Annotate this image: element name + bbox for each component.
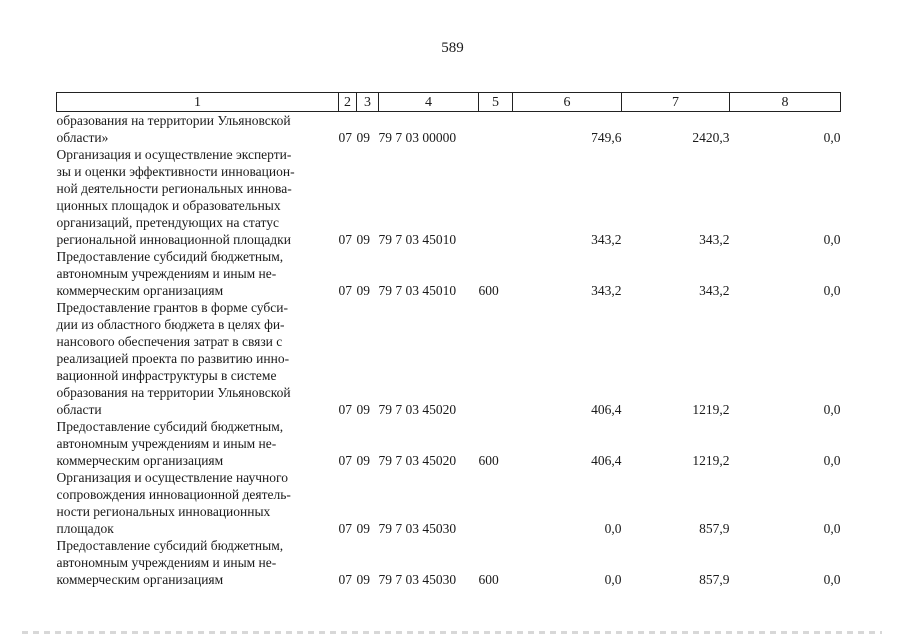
amount-col6: 343,2: [591, 232, 622, 247]
expense-type-code: 600: [478, 283, 499, 298]
description-line: ности региональных инновационных: [56, 504, 271, 519]
description-line: Предоставление субсидий бюджетным,: [56, 249, 284, 264]
column-header: 3: [357, 93, 379, 112]
description-line: автономным учреждениям и иным не-: [56, 436, 277, 451]
column-header: 2: [339, 93, 357, 112]
target-article-code: 79 7 03 45020: [378, 402, 457, 417]
amount-col7: 857,9: [699, 521, 730, 536]
description-line: реализацией проекта по развитию инно-: [56, 351, 290, 366]
amount-col6: 0,0: [604, 572, 622, 587]
section-code: 07: [338, 283, 352, 298]
description-line: коммерческим организациям: [56, 453, 224, 468]
description-line: сопровождения инновационной деятель-: [56, 487, 291, 502]
table-row: [57, 418, 841, 469]
row-description: [57, 112, 339, 147]
subsection-code: 09: [356, 402, 370, 417]
description-line: дии из областного бюджета в целях фи-: [56, 317, 285, 332]
column-header: 1: [57, 93, 339, 112]
amount-col6: 0,0: [604, 521, 622, 536]
amount-col7: 857,9: [699, 572, 730, 587]
description-line: площадок: [56, 521, 114, 536]
expense-type-code: 600: [478, 453, 499, 468]
description-line: коммерческим организациям: [56, 283, 224, 298]
row-description: [57, 469, 339, 537]
table-row: [57, 469, 841, 537]
amount-col6: 406,4: [591, 453, 622, 468]
amount-col7: 343,2: [699, 283, 730, 298]
amount-col8: 0,0: [823, 402, 841, 417]
description-line: ционных площадок и образовательных: [56, 198, 281, 213]
budget-table: [56, 92, 841, 588]
amount-col7: 1219,2: [692, 402, 730, 417]
section-code: 07: [338, 130, 352, 145]
description-line: организаций, претендующих на статус: [56, 215, 280, 230]
amount-col6: 406,4: [591, 402, 622, 417]
amount-col6: 343,2: [591, 283, 622, 298]
subsection-code: 09: [356, 572, 370, 587]
description-line: коммерческим организациям: [56, 572, 224, 587]
expense-type-code: 600: [478, 572, 499, 587]
section-code: 07: [338, 453, 352, 468]
description-line: Предоставление субсидий бюджетным,: [56, 419, 284, 434]
description-line: автономным учреждениям и иным не-: [56, 555, 277, 570]
section-code: 07: [338, 521, 352, 536]
subsection-code: 09: [356, 521, 370, 536]
table-body: [57, 112, 841, 589]
column-header: 8: [730, 93, 841, 112]
target-article-code: 79 7 03 45020: [378, 453, 457, 468]
table-row: [57, 146, 841, 248]
amount-col8: 0,0: [823, 453, 841, 468]
table-row: [57, 248, 841, 299]
table-row: [57, 112, 841, 147]
subsection-code: 09: [356, 453, 370, 468]
description-line: образования на территории Ульяновской: [56, 113, 291, 128]
column-header: 6: [513, 93, 622, 112]
description-line: региональной инновационной площадки: [56, 232, 291, 247]
table-row: [57, 537, 841, 588]
row-description: [57, 418, 339, 469]
section-code: 07: [338, 572, 352, 587]
amount-col8: 0,0: [823, 283, 841, 298]
description-line: Организация и осуществление научного: [56, 470, 288, 485]
description-line: нансового обеспечения затрат в связи с: [56, 334, 283, 349]
amount-col7: 2420,3: [692, 130, 730, 145]
description-line: ной деятельности региональных иннова-: [56, 181, 292, 196]
target-article-code: 79 7 03 45030: [378, 572, 457, 587]
expense-type-code: [479, 146, 513, 248]
amount-col8: 0,0: [823, 130, 841, 145]
amount-col8: 0,0: [823, 521, 841, 536]
target-article-code: 79 7 03 45030: [378, 521, 457, 536]
description-line: Организация и осуществление эксперти-: [56, 147, 292, 162]
column-header: 4: [379, 93, 479, 112]
description-line: вационной инфраструктуры в системе: [56, 368, 277, 383]
description-line: области»: [56, 130, 109, 145]
section-code: 07: [338, 402, 352, 417]
table-row: [57, 299, 841, 418]
target-article-code: 79 7 03 45010: [378, 283, 457, 298]
description-line: Предоставление грантов в форме субси-: [56, 300, 288, 315]
expense-type-code: [479, 299, 513, 418]
amount-col7: 1219,2: [692, 453, 730, 468]
subsection-code: 09: [356, 283, 370, 298]
amount-col7: 343,2: [699, 232, 730, 247]
description-line: области: [56, 402, 102, 417]
amount-col8: 0,0: [823, 232, 841, 247]
scan-artifact: [22, 631, 882, 634]
description-line: Предоставление субсидий бюджетным,: [56, 538, 284, 553]
description-line: зы и оценки эффективности инновацион-: [56, 164, 295, 179]
target-article-code: 79 7 03 00000: [378, 130, 457, 145]
page-number: 589: [441, 40, 464, 56]
row-description: [57, 537, 339, 588]
section-code: 07: [338, 232, 352, 247]
row-description: [57, 146, 339, 248]
description-line: автономным учреждениям и иным не-: [56, 266, 277, 281]
expense-type-code: [479, 469, 513, 537]
description-line: образования на территории Ульяновской: [56, 385, 291, 400]
column-header: 5: [479, 93, 513, 112]
amount-col6: 749,6: [591, 130, 622, 145]
subsection-code: 09: [356, 232, 370, 247]
target-article-code: 79 7 03 45010: [378, 232, 457, 247]
amount-col8: 0,0: [823, 572, 841, 587]
row-description: [57, 299, 339, 418]
expense-type-code: [479, 112, 513, 147]
table-header-row: [57, 93, 841, 112]
row-description: [57, 248, 339, 299]
column-header: 7: [622, 93, 730, 112]
subsection-code: 09: [356, 130, 370, 145]
